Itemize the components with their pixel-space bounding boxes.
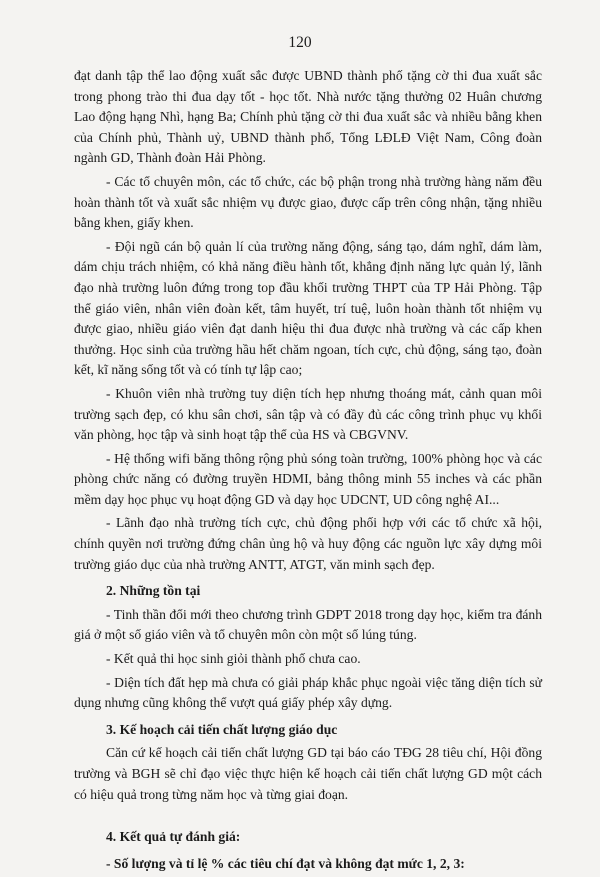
paragraph-awards: đạt danh tập thể lao động xuất sắc được UBND thành phố tặng cờ thi đua xuất sắc trong phong trào thi đua dạy tốt - học tốt. Nhà nước tặng thưởng 02 Huân chương Lao động hạng Nhì, hạng Ba; Chính phủ tặng cờ thi đua xuất sắc và nhiều bằng khen của Chính phủ, Thành uỷ, UBND thành phố, Tổng LĐLĐ Việt Nam, Công đoàn ngành GD, Thành đoàn Hải Phòng. bbox=[74, 68, 542, 166]
paragraph-campus: - Khuôn viên nhà trường tuy diện tích hẹp nhưng thoáng mát, cảnh quan môi trường sạch đẹp, có khu sân chơi, sân tập và có đầy đủ các công trình phục vụ khối văn phòng, học tập và sinh hoạt tập thể của HS và CBGVNV. bbox=[74, 385, 542, 443]
page-content bbox=[74, 66, 542, 877]
section-2-item: - Kết quả thi học sinh giỏi thành phố chưa cao. bbox=[106, 651, 361, 667]
section-4-heading: 4. Kết quả tự đánh giá: bbox=[106, 829, 241, 845]
section-3-text: Căn cứ kế hoạch cải tiến chất lượng GD tại báo cáo TĐG 28 tiêu chí, Hội đồng trường và BGH sẽ chỉ đạo việc thực hiện kế hoạch cải tiến chất lượng GD một cách có hiệu quả trong từng năm học và từng giai đoạn. bbox=[74, 745, 542, 802]
section-2-item: - Tinh thần đổi mới theo chương trình GDPT 2018 trong dạy học, kiểm tra đánh giá ở một số giáo viên và tổ chuyên môn còn một số lúng túng. bbox=[74, 606, 542, 643]
section-2-item: - Diện tích đất hẹp mà chưa có giải pháp khắc phục ngoài việc tăng diện tích sử dụng nhưng cũng không thể vượt quá giấy phép xây dựng. bbox=[74, 674, 542, 711]
paragraph-wifi: - Hệ thống wifi băng thông rộng phủ sóng toàn trường, 100% phòng học và các phòng chức năng có đường truyền HDMI, bảng thông minh 55 inches và các phần mềm dạy học phục vụ hoạt động GD và dạy học UDCNT, UD công nghệ AI... bbox=[74, 450, 542, 507]
page-number: 120 bbox=[288, 34, 312, 51]
section-4-subheading: - Số lượng và tỉ lệ % các tiêu chí đạt và không đạt mức 1, 2, 3: bbox=[106, 855, 465, 871]
paragraph-departments: - Các tổ chuyên môn, các tổ chức, các bộ phận trong nhà trường hàng năm đều hoàn thành tốt và xuất sắc nhiệm vụ được giao, được cấp trên công nhận, tặng nhiều bằng khen, giấy khen. bbox=[74, 173, 542, 231]
paragraph-leadership: - Lãnh đạo nhà trường tích cực, chủ động phối hợp với các tổ chức xã hội, chính quyền nơi trường đứng chân ủng hộ và huy động các nguồn lực xây dựng môi trường giáo dục của nhà trường ANTT, ATGT, văn minh sạch đẹp. bbox=[74, 515, 542, 572]
section-3-heading: 3. Kế hoạch cải tiến chất lượng giáo dục bbox=[106, 721, 338, 737]
section-2-heading: 2. Những tồn tại bbox=[106, 583, 201, 599]
paragraph-staff: - Đội ngũ cán bộ quản lí của trường năng động, sáng tạo, dám nghĩ, dám làm, dám chịu trách nhiệm, có khả năng điều hành tốt, khẳng định năng lực quản lý, lãnh đạo nhà trường luôn đứng trong top đầu khối trường THPT của TP Hải Phòng. Tập thể giáo viên, nhân viên đoàn kết, tâm huyết, trí tuệ, luôn hoàn thành tốt nhiệm vụ được giao, nhiều giáo viên đạt danh hiệu thi đua được nhà trường và các cấp khen thưởng. Học sinh của trường hầu hết chăm ngoan, tích cực, chủ động, sáng tạo, đoàn kết, kĩ năng sống tốt và có tính tự lập cao; bbox=[74, 238, 542, 378]
